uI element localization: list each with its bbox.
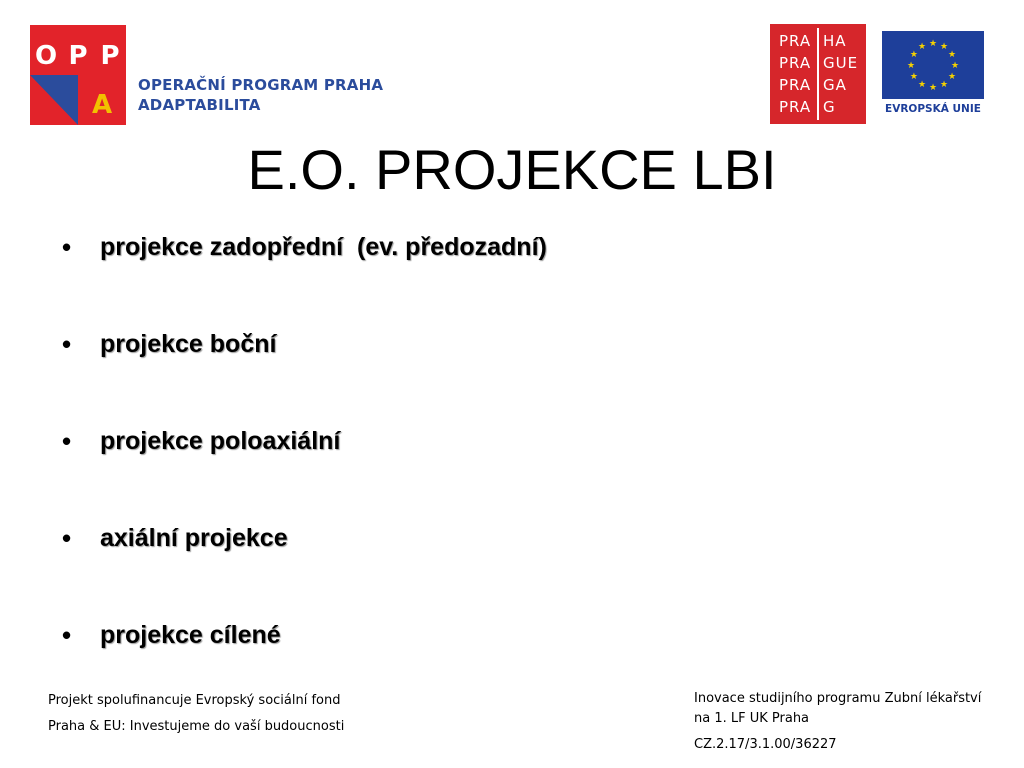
- bullet-text: projekce poloaxiální: [100, 427, 341, 455]
- eu-star-icon: ★: [948, 50, 957, 60]
- praha-row-4-right: G: [823, 98, 836, 116]
- list-item: [62, 225, 547, 322]
- eu-star-icon: ★: [950, 61, 960, 71]
- bullet-text: projekce cílené: [100, 621, 281, 649]
- footer-right-line-3: CZ.2.17/3.1.00/36227: [694, 737, 837, 752]
- bullet-dot: •: [62, 620, 72, 650]
- list-item: [62, 322, 547, 419]
- bullet-text: axiální projekce: [100, 524, 288, 552]
- footer-right-line-2: na 1. LF UK Praha: [694, 711, 810, 726]
- bullet-list: [62, 225, 547, 710]
- eu-star-icon: ★: [909, 72, 918, 82]
- praha-row-4-left: PRA: [779, 98, 812, 116]
- footer-left-line-1: Projekt spolufinancuje Evropský sociální fond: [48, 693, 341, 708]
- list-item: [62, 516, 547, 613]
- footer-funding-note: [48, 688, 388, 740]
- eu-flag-icon: [882, 31, 984, 99]
- oppa-letter-o: O: [34, 41, 58, 71]
- oppa-line-2: ADAPTABILITA: [138, 96, 261, 114]
- oppa-line-1: OPERAČNÍ PROGRAM PRAHA: [138, 76, 384, 94]
- eu-star-icon: ★: [917, 41, 927, 52]
- eu-star-icon: ★: [909, 50, 918, 60]
- footer-left-line-2: Praha & EU: Investujeme do vaší budoucnosti: [48, 719, 345, 734]
- eu-star-icon: ★: [906, 61, 916, 71]
- oppa-letter-p2: P: [100, 41, 120, 71]
- bullet-text: projekce zadopřední (ev. předozadní): [100, 233, 547, 261]
- praha-row-1-left: PRA: [779, 32, 812, 50]
- slide-title: E.O. PROJEKCE LBI: [247, 138, 777, 201]
- praha-row-2-left: PRA: [779, 54, 812, 72]
- eu-star-icon: ★: [917, 80, 927, 91]
- oppa-letter-a: A: [91, 90, 113, 120]
- eu-star-icon: ★: [939, 80, 949, 91]
- eu-star-icon: ★: [939, 41, 949, 52]
- bullet-dot: •: [62, 426, 72, 456]
- eu-label: EVROPSKÁ UNIE: [885, 103, 981, 115]
- oppa-letter-p1: P: [68, 41, 88, 71]
- praha-row-2-right: GUE: [823, 54, 859, 72]
- praha-row-3-right: GA: [823, 76, 847, 94]
- oppa-logo: [30, 25, 126, 125]
- eu-logo: [882, 31, 984, 121]
- praha-logo: [770, 24, 866, 124]
- oppa-program-name: [138, 75, 383, 115]
- bullet-dot: •: [62, 523, 72, 553]
- praha-row-3-left: PRA: [779, 76, 812, 94]
- footer-right-line-1: Inovace studijního programu Zubní lékařství: [694, 691, 982, 706]
- footer-project-info: [694, 689, 1020, 755]
- praha-row-1-right: HA: [823, 32, 847, 50]
- list-item: [62, 419, 547, 516]
- bullet-text: projekce boční: [100, 330, 277, 358]
- bullet-dot: •: [62, 232, 72, 262]
- eu-star-icon: ★: [928, 39, 938, 49]
- eu-star-icon: ★: [948, 72, 957, 82]
- eu-star-icon: ★: [928, 83, 938, 93]
- bullet-dot: •: [62, 329, 72, 359]
